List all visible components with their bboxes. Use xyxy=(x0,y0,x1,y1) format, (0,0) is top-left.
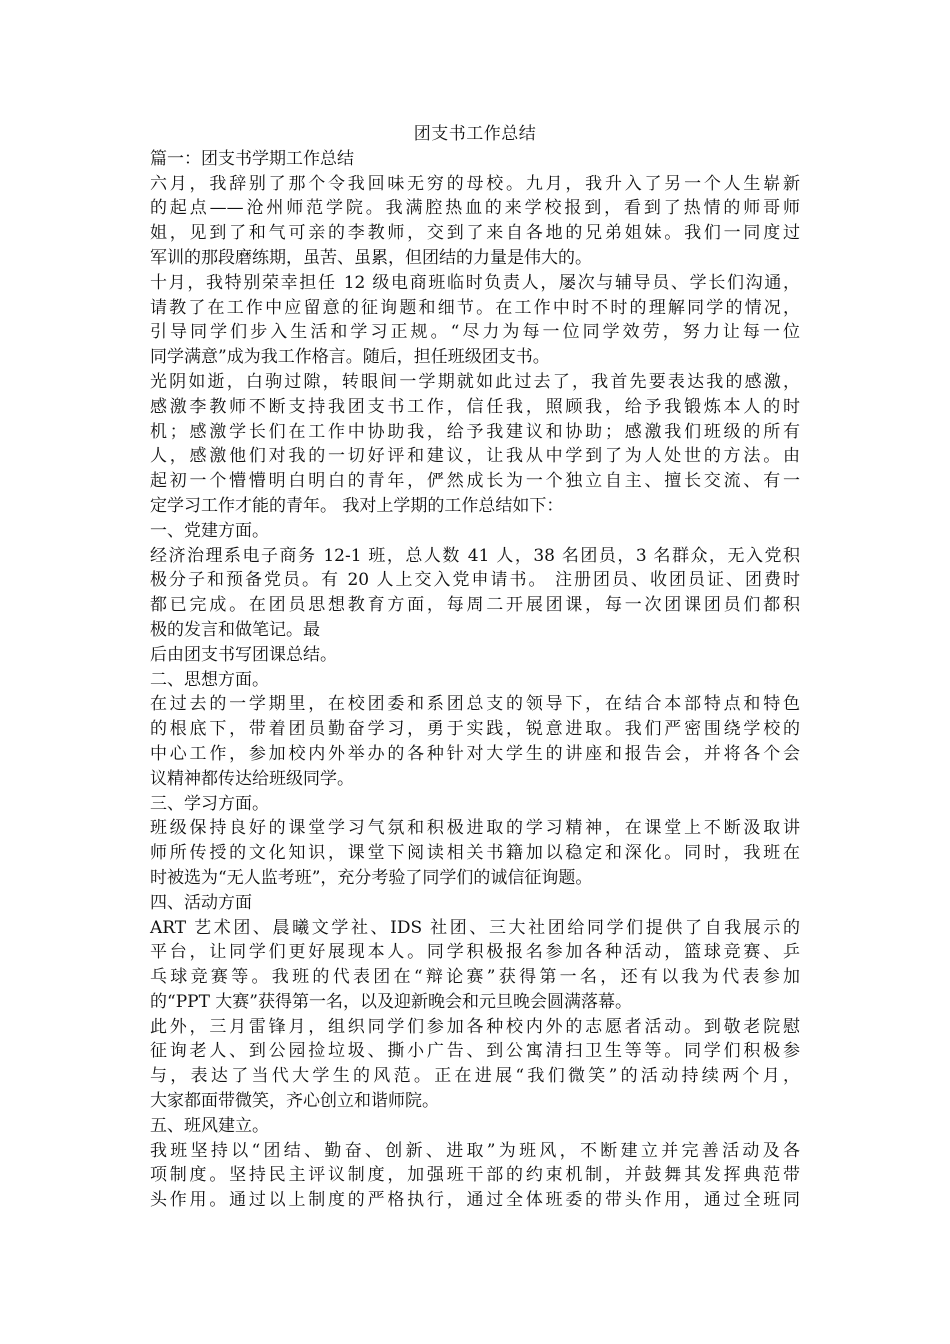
text-line: 平台，让同学们更好展现本人。同学积极报名参加各种活动，篮球竞赛、乒 xyxy=(150,942,800,963)
text-line: 六月，我辞别了那个令我回味无穷的母校。九月，我升入了另一个人生崭新 xyxy=(150,173,800,194)
text-line: 的起点——沧州师范学院。我满腔热血的来学校报到，看到了热情的师哥师 xyxy=(150,198,800,219)
text-line: 姐，见到了和气可亲的李教师，交到了来自各地的兄弟姐妹。我们一同度过 xyxy=(150,223,800,244)
document-title: 团支书工作总结 xyxy=(413,124,537,144)
text-line: 都已完成。在团员思想教育方面，每周二开展团课，每一次团课团员们都积 xyxy=(150,595,800,616)
text-line: 头作用。通过以上制度的严格执行，通过全体班委的带头作用，通过全班同 xyxy=(150,1190,800,1211)
text-line: 引导同学们步入生活和学习正规。“尽力为每一位同学效劳，努力让每一位 xyxy=(150,322,800,343)
text-line: 与，表达了当代大学生的风范。正在进展“我们微笑”的活动持续两个月， xyxy=(150,1066,800,1087)
text-line: 中心工作，参加校内外举办的各种针对大学生的讲座和报告会，并将各个会 xyxy=(150,743,800,764)
section-heading-activity: 四、活动方面 xyxy=(150,892,252,913)
text-line: 人，感激他们对我的一切好评和建议，让我从中学到了为人处世的方法。由 xyxy=(150,446,800,467)
section-heading-1: 篇一：团支书学期工作总结 xyxy=(150,148,354,169)
text-line: 极分子和预备党员。有 20 人上交入党申请书。 注册团员、收团员证、团费时 xyxy=(150,570,800,591)
text-line: 大家都面带微笑，齐心创立和谐师院。 xyxy=(150,1091,439,1112)
text-line: 我班坚持以“团结、勤奋、创新、进取”为班风，不断建立并完善活动及各 xyxy=(150,1140,800,1161)
text-line: 师所传授的文化知识，课堂下阅读相关书籍加以稳定和深化。同时，我班在 xyxy=(150,843,800,864)
text-line: 机；感激学长们在工作中协助我，给予我建议和协助；感激我们班级的所有 xyxy=(150,421,800,442)
document-body xyxy=(150,122,800,1213)
text-line: 起初一个懵懵明白明白的青年，俨然成长为一个独立自主、擅长交流、有一 xyxy=(150,471,800,492)
text-line: 的根底下，带着团员勤奋学习，勇于实践，锐意进取。我们严密围绕学校的 xyxy=(150,719,800,740)
text-line: 时被选为“无人监考班”，充分考验了同学们的诚信征询题。 xyxy=(150,867,593,888)
text-line: 光阴如逝，白驹过隙，转眼间一学期就如此过去了，我首先要表达我的感激， xyxy=(150,371,800,392)
section-heading-study: 三、学习方面。 xyxy=(150,793,269,814)
text-line: 此外，三月雷锋月，组织同学们参加各种校内外的志愿者活动。到敬老院慰 xyxy=(150,1016,800,1037)
text-line: 感激李教师不断支持我团支书工作，信任我，照顾我，给予我锻炼本人的时 xyxy=(150,396,800,417)
text-line: 乓球竞赛等。我班的代表团在“辩论赛”获得第一名，还有以我为代表参加 xyxy=(150,967,800,988)
text-line: 同学满意”成为我工作格言。随后，担任班级团支书。 xyxy=(150,347,550,368)
text-line: 的“PPT 大赛”获得第一名，以及迎新晚会和元旦晚会圆满落幕。 xyxy=(150,991,633,1012)
text-line: 项制度。坚持民主评议制度，加强班干部的约束机制，并鼓舞其发挥典范带 xyxy=(150,1165,800,1186)
text-line: 经济治理系电子商务 12-1 班，总人数 41 人，38 名团员，3 名群众，无入党积 xyxy=(150,545,800,566)
section-heading-thought: 二、思想方面。 xyxy=(150,669,269,690)
text-line: ART 艺术团、晨曦文学社、IDS 社团、三大社团给同学们提供了自我展示的 xyxy=(150,917,800,938)
body-text xyxy=(150,147,800,1213)
text-line: 后由团支书写团课总结。 xyxy=(150,644,337,665)
text-line: 在过去的一学期里，在校团委和系团总支的领导下，在结合本部特点和特色 xyxy=(150,694,800,715)
text-line: 十月，我特别荣幸担任 12 级电商班临时负责人，屡次与辅导员、学长们沟通， xyxy=(150,272,800,293)
text-line: 定学习工作才能的青年。 我对上学期的工作总结如下： xyxy=(150,495,564,516)
text-line: 请教了在工作中应留意的征询题和细节。在工作中时不时的理解同学的情况， xyxy=(150,297,800,318)
text-line: 班级保持良好的课堂学习气氛和积极进取的学习精神，在课堂上不断汲取讲 xyxy=(150,818,800,839)
section-heading-class-style: 五、班风建立。 xyxy=(150,1115,269,1136)
text-line: 军训的那段磨练期，虽苦、虽累，但团结的力量是伟大的。 xyxy=(150,247,592,268)
text-line: 极的发言和做笔记。最 xyxy=(150,619,320,640)
section-heading-party: 一、党建方面。 xyxy=(150,520,269,541)
text-line: 征询老人、到公园捡垃圾、撕小广告、到公寓清扫卫生等等。同学们积极参 xyxy=(150,1041,800,1062)
text-line: 议精神都传达给班级同学。 xyxy=(150,768,354,789)
